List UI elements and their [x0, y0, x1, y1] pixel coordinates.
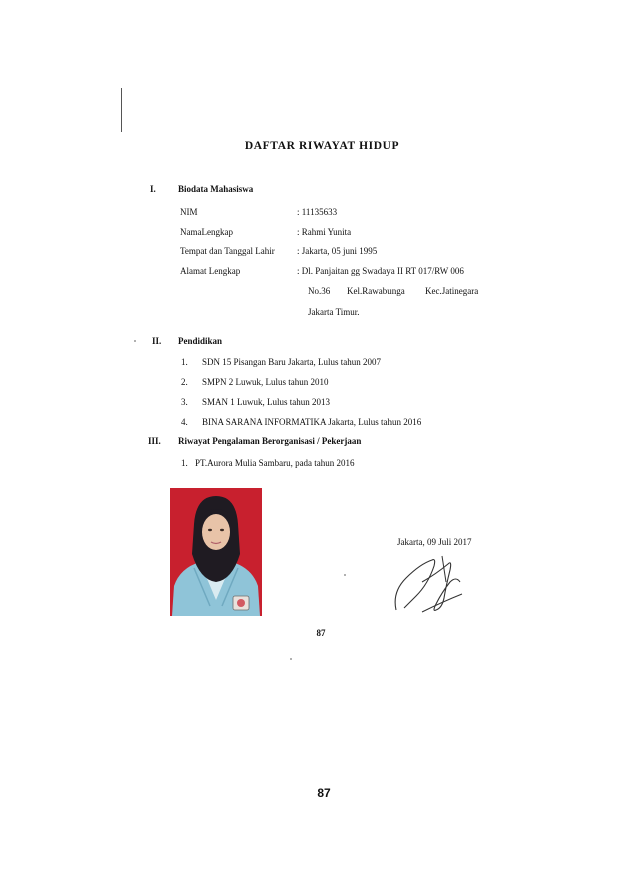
education-number: 3. [181, 397, 188, 407]
education-item: SDN 15 Pisangan Baru Jakarta, Lulus tahun 2007 [202, 357, 381, 367]
biodata-label-ttl: Tempat dan Tanggal Lahir [180, 246, 275, 256]
education-item: SMPN 2 Luwuk, Lulus tahun 2010 [202, 377, 329, 387]
document-title: DAFTAR RIWAYAT HIDUP [244, 140, 400, 152]
biodata-value-nim: : 11135633 [297, 207, 338, 217]
biodata-value-ttl: : Jakarta, 05 juni 1995 [297, 246, 378, 256]
section-heading-pendidikan: Pendidikan [178, 336, 223, 346]
education-item: BINA SARANA INFORMATIKA Jakarta, Lulus tahun 2016 [202, 417, 422, 427]
scan-dot [290, 658, 292, 660]
address-line2-no: No.36 [308, 286, 331, 296]
section-number-biodata: I. [150, 184, 156, 194]
section-heading-pengalaman: Riwayat Pengalaman Berorganisasi / Pekerjaan [178, 436, 362, 446]
biodata-label-alamat: Alamat Lengkap [180, 266, 241, 276]
section-number-pendidikan: II. [152, 336, 162, 346]
biodata-value-alamat: : Dl. Panjaitan gg Swadaya II RT 017/RW 006 [297, 266, 464, 276]
section-heading-biodata: Biodata Mahasiswa [178, 184, 254, 194]
education-number: 4. [181, 417, 188, 427]
profile-photo [170, 488, 262, 616]
education-number: 2. [181, 377, 188, 387]
signature [392, 552, 472, 619]
address-line2-kec: Kec.Jatinegara [425, 286, 479, 296]
education-item: SMAN 1 Luwuk, Lulus tahun 2013 [202, 397, 330, 407]
section-number-pengalaman: III. [148, 436, 161, 446]
biodata-value-nama: : Rahmi Yunita [297, 227, 352, 237]
place-date: Jakarta, 09 Juli 2017 [397, 537, 472, 547]
address-line2-kel: Kel.Rawabunga [347, 286, 405, 296]
experience-item: PT.Aurora Mulia Sambaru, pada tahun 2016 [195, 458, 355, 468]
scan-dot [344, 574, 346, 576]
biodata-label-nama: NamaLengkap [180, 227, 233, 237]
experience-number: 1. [181, 458, 188, 468]
scan-edge-line [121, 88, 122, 132]
education-number: 1. [181, 357, 188, 367]
address-line3: Jakarta Timur. [308, 307, 360, 317]
scan-dot [134, 340, 136, 342]
page-number: 87 [317, 786, 331, 800]
scanned-page-number: 87 [316, 628, 326, 638]
biodata-label-nim: NIM [180, 207, 198, 217]
